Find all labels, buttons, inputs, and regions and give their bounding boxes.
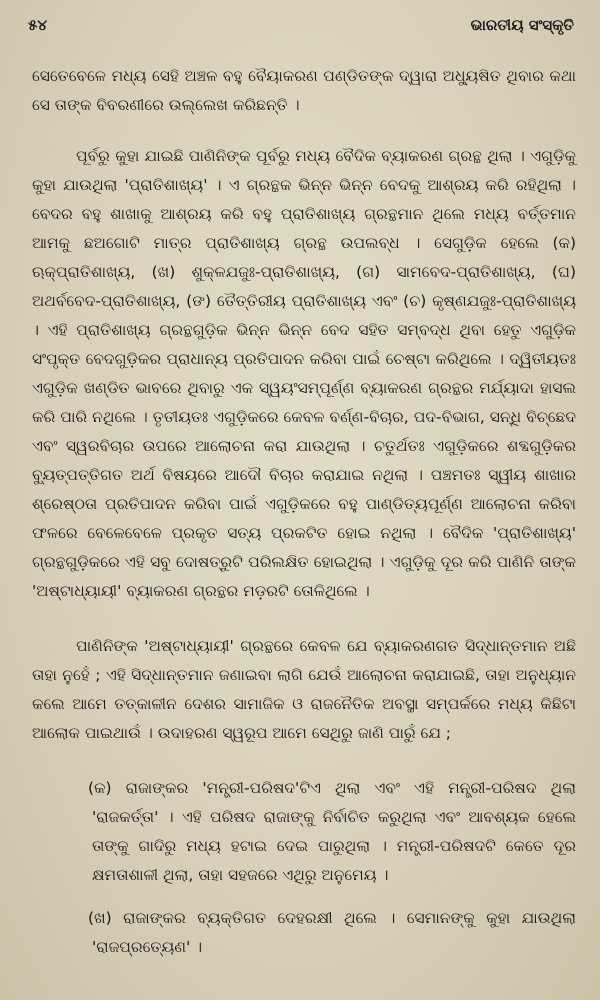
paragraph-2: ପୂର୍ବରୁ କୁହା ଯାଇଛି ପାଣିନିଙ୍କ ପୂର୍ବରୁ ମଧ୍ୟ ବୈଦିକ ବ୍ୟାକରଣ ଗ୍ରନ୍ଥ ଥିଲା । ଏଗୁଡ଼ିକୁ କୁହା ଯାଉଥିଲା 'ପ୍ରାତିଶାଖ୍ୟ' । ଏ ଗ୍ରନ୍ଥକ ଭିନ୍ନ ଭିନ୍ନ ବେଦକୁ ଆଶ୍ରୟ କରି ରହିଥିଲା । ବେଦର ବହୁ ଶାଖାକୁ ଆଶ୍ରୟ କରି ବହୁ ପ୍ରାତିଶାଖ୍ୟ ଗ୍ରନ୍ଥମାନ ଥିଲେ ମଧ୍ୟ ବର୍ତ୍ତମାନ ଆମକୁ ଛଅଗୋଟି ମାତ୍ର ପ୍ରାତିଶାଖ୍ୟ ଗ୍ରନ୍ଥ ଉପଲବ୍ଧ । ସେଗୁଡ଼ିକ ହେଲେ (କ) ଋକ୍‌ପ୍ରାତିଶାଖ୍ୟ, (ଖ) ଶୁକ୍ଳଯଜୁଃ-ପ୍ରାତିଶାଖ୍ୟ, (ଗ) ସାମବେଦ-ପ୍ରାତିଶାଖ୍ୟ, (ଘ) ଅଥର୍ବବେଦ-ପ୍ରାତିଶାଖ୍ୟ, (ଙ) ତୈତ୍ତିରୀୟ ପ୍ରାତିଶାଖ୍ୟ ଏବଂ (ଚ) କୃଷ୍ଣଯଜୁଃ-ପ୍ରାତିଶାଖ୍ୟ । ଏହି ପ୍ରାତିଶାଖ୍ୟ ଗ୍ରନ୍ଥଗୁଡ଼ିକ ଭିନ୍ନ ଭିନ୍ନ ବେଦ ସହିତ ସମ୍ବଦ୍ଧ ଥିବା ହେତୁ ଏଗୁଡ଼ିକ ସଂପୃକ୍ତ ବେଦଗୁଡ଼ିକର ପ୍ରାଧାନ୍ୟ ପ୍ରତିପାଦନ କରିବା ପାଇଁ ଚେଷ୍ଟା କରିଥିଲେ । ଦ୍ୱିତୀୟତଃ ଏଗୁଡ଼ିକ ଖଣ୍ଡିତ ଭାବରେ ଥିବାରୁ ଏକ ସ୍ୱୟଂସମ୍ପୂର୍ଣ୍ଣ ବ୍ୟାକରଣ ଗ୍ରନ୍ଥର ମର୍ଯ୍ୟାଦା ହାସଲ କରି ପାରି ନଥିଲେ । ତୃତୀୟତଃ ଏଗୁଡ଼ିକରେ କେବଳ ବର୍ଣ୍ଣ-ବିଚାର, ପଦ-ବିଭାଗ, ସନ୍ଧି ବିଚ୍ଛେଦ ଏବଂ ସ୍ୱରବିଚାର ଉପରେ ଆଲୋଚନା କରା ଯାଉଥିଲା । ଚତୁର୍ଥତଃ ଏଗୁଡ଼ିକରେ ଶବ୍ଦଗୁଡ଼ିକର ବ୍ୟୁତ୍ପତ୍ତିଗତ ଅର୍ଥ ବିଷୟରେ ଆଦୌ ବିଚାର କରାଯାଇ ନଥିଲା । ପଞ୍ଚମତଃ ସ୍ୱୀୟ ଶାଖାର ଶ୍ରେଷ୍ଠତା ପ୍ରତିପାଦନ କରିବା ପାଇଁ ଏଗୁଡ଼ିକରେ ବହୁ ପାଣ୍ଡିତ୍ୟପୂର୍ଣ୍ଣ ଆଲୋଚନା କରିବା ଫଳରେ ବେଳେବେଳେ ପ୍ରକୃତ ସତ୍ୟ ପ୍ରକଟିତ ହୋଇ ନଥିଲା । ବୈଦିକ 'ପ୍ରାତିଶାଖ୍ୟ' ଗ୍ରନ୍ଥଗୁଡ଼ିକରେ ଏହି ସବୁ ଦୋଷତ୍ରୁଟି ପରିଲକ୍ଷିତ ହୋଇଥିଲା । ଏଗୁଡ଼ିକୁ ଦୂର କରି ପାଣିନି ତାଙ୍କ 'ଅଷ୍ଟାଧ୍ୟାୟୀ' ବ୍ୟାକରଣ ଗ୍ରନ୍ଥର ମଡ଼ରଟି ତୋଳିଥିଲେ । xyxy=(32,147,576,600)
page-header xyxy=(28,16,574,42)
paragraph-1: ସେତେବେଳେ ମଧ୍ୟ ସେହି ଅଞ୍ଚଳ ବହୁ ବୈୟାକରଣ ପଣ୍ଡିତଙ୍କ ଦ୍ୱାରା ଅଧ୍ୟୁଷିତ ଥିବାର କଥା ସେ ତାଙ୍କ ବିବରଣୀରେ ଉଲ୍ଲେଖ କରିଛନ୍ତି । xyxy=(32,67,576,114)
list-item-ka: (କ) ରାଜାଙ୍କର 'ମନ୍ତ୍ରୀ-ପରିଷଦ'ଟିଏ ଥିଲା ଏବଂ ଏହି ମନ୍ତ୍ରୀ-ପରିଷଦ ଥିଲା 'ରାଜକର୍ତ୍ତା' । ଏହି ପରିଷଦ ରାଜାଙ୍କୁ ନିର୍ବାଚିତ କରୁଥିଲା ଏବଂ ଆବଶ୍ୟକ ହେଲେ ତାଙ୍କୁ ଗାଦିରୁ ମଧ୍ୟ ହଟାଇ ଦେଇ ପାରୁଥିଲା । ମନ୍ତ୍ରୀ-ପରିଷଦଟି କେତେ ଦୂର କ୍ଷମତାଶାଳୀ ଥିଲା, ତାହା ସହଜରେ ଏଥିରୁ ଅନୁମେୟ । xyxy=(88,779,576,884)
list-item-kha: (ଖ) ରାଜାଙ୍କର ବ୍ୟକ୍ତିଗତ ଦେହରକ୍ଷୀ ଥିଲେ । ସେମାନଙ୍କୁ କୁହା ଯାଉଥିଲା 'ରାଜପ୍ରତ୍ୟେଣ' । xyxy=(88,909,576,956)
page-number: ୫୪ xyxy=(28,16,47,34)
page-body xyxy=(32,62,576,962)
running-title: ଭାରତୀୟ ସଂସ୍କୃତି xyxy=(470,16,574,34)
paragraph-3: ପାଣିନିଙ୍କ 'ଅଷ୍ଟାଧ୍ୟାୟୀ' ଗ୍ରନ୍ଥରେ କେବଳ ଯେ ବ୍ୟାକରଣଗତ ସିଦ୍ଧାନ୍ତମାନ ଅଛି ତାହା ନୁହେଁ ; ଏହି ସିଦ୍ଧାନ୍ତମାନ ଜଣାଇବା ଲାଗି ଯେଉଁ ଆଲୋଚନା କରାଯାଇଛି, ତାହା ଅନୁଧ୍ୟାନ କଲେ ଆମେ ତତ୍କାଳୀନ ଦେଶର ସାମାଜିକ ଓ ରାଜନୈତିକ ଅବସ୍ଥା ସମ୍ପର୍କରେ ମଧ୍ୟ କିଛିଟା ଆଲୋକ ପାଇଥାଉଁ । ଉଦାହରଣ ସ୍ୱରୂପ ଆମେ ସେଥିରୁ ଜାଣି ପାରୁଁ ଯେ ; xyxy=(32,637,576,742)
